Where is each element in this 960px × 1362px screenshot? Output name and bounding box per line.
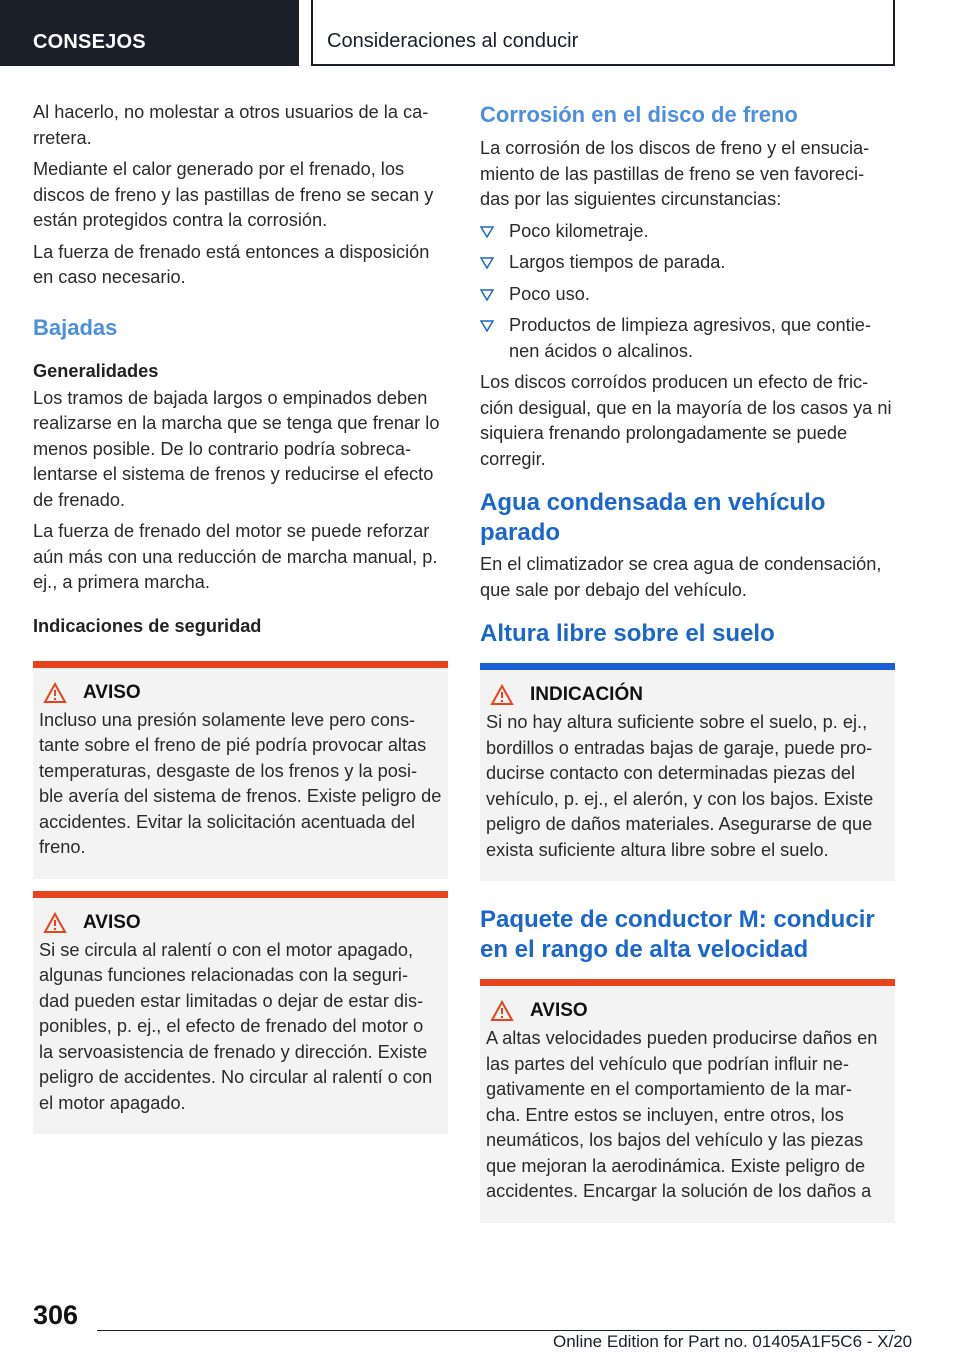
warning-triangle-icon (43, 912, 75, 934)
list-item-text: Productos de limpieza agresivos, que contie‐ nen ácidos o alcalinos. (509, 315, 871, 361)
left-column (33, 100, 448, 1134)
paragraph: Los tramos de bajada largos o empinados deben realizarse en la marcha que se tenga que frenar lo menos posible. De lo contrario podría sobreca‐ lentarse el sistema de frenos y reducirse el efecto de frenado. (33, 387, 440, 510)
edition-note: Online Edition for Part no. 01405A1F5C6 - X/20 (553, 1332, 913, 1351)
list-item-text: Poco kilometraje. (509, 220, 649, 241)
list-item-text: Poco uso. (509, 283, 590, 304)
list-item (480, 219, 895, 245)
paragraph: Mediante el calor generado por el frenado, los discos de freno y las pastillas de freno se secan y están protegidos contra la corrosión. (33, 159, 434, 230)
warning-triangle-icon (490, 1000, 522, 1022)
list-item-text: Largos tiempos de parada. (509, 252, 726, 272)
warning-box (480, 979, 895, 1223)
warning-text: Incluso una presión solamente leve pero cons‐ tante sobre el freno de pié podría provocar altas temperaturas, desgaste de los frenos y la posi‐ ble avería del sistema de frenos. Existe peligro de accidentes. Evitar la solicitación acentuada del freno. (39, 709, 442, 857)
warning-bar (33, 891, 448, 898)
section-title: CONSEJOS (33, 31, 146, 53)
warning-title: AVISO (83, 681, 141, 703)
heading-generalidades: Generalidades (33, 360, 159, 381)
notice-bar (480, 663, 895, 670)
heading-seguridad: Indicaciones de seguridad (33, 615, 262, 636)
circumstance-list (480, 219, 895, 365)
footer-divider (97, 1330, 895, 1331)
paragraph: En el climatizador se crea agua de condensación, que sale por debajo del vehículo. (480, 554, 882, 600)
warning-text: Si se circula al ralentí o con el motor apagado, algunas funciones relacionadas con la seguri‐ dad pueden estar limitadas o dejar de estar dis‐ ponibles, p. ej., el efecto de frenado del motor o la servoasistencia de frenado y dirección. Existe peligro de accidentes. No circular al ralentí o con el motor apagado. (39, 939, 433, 1113)
section-tab (0, 0, 299, 66)
warning-bar (480, 979, 895, 986)
heading-bajadas: Bajadas (33, 314, 118, 340)
topic-tab (311, 0, 895, 66)
paragraph: La corrosión de los discos de freno y el ensucia‐ miento de las pastillas de freno se ven favoreci‐ das por las siguientes circunstancias: (480, 138, 870, 209)
notice-text: Si no hay altura suficiente sobre el suelo, p. ej., bordillos o entradas bajas de garaje, puede pro‐ ducirse contacto con determinadas piezas del vehículo, p. ej., el alerón, y con los bajos. Existe peligro de daños materiales. Asegurarse de que exista suficiente altura libre sobre el suelo. (486, 712, 874, 860)
triangle-bullet-icon (480, 257, 494, 269)
warning-bar (33, 661, 448, 668)
paragraph: La fuerza de frenado está entonces a disposición en caso necesario. (33, 241, 430, 287)
heading-paquete: Paquete de conductor M: conducir en el rango de alta velocidad (480, 906, 875, 963)
heading-agua: Agua condensada en vehículo parado (480, 489, 826, 546)
right-column (480, 100, 895, 1223)
topic-title: Consideraciones al conducir (327, 30, 579, 52)
notice-title: INDICACIÓN (530, 684, 643, 705)
notice-box (480, 663, 895, 881)
page-number: 306 (33, 1300, 79, 1330)
warning-triangle-icon (43, 682, 75, 704)
warning-box (33, 661, 448, 879)
heading-altura: Altura libre sobre el suelo (480, 620, 775, 647)
triangle-bullet-icon (480, 289, 494, 301)
list-item (480, 282, 895, 308)
paragraph: Los discos corroídos producen un efecto de fric‐ ción desigual, que en la mayoría de los casos ya ni siquiera frenando prolongadamente se puede corregir. (480, 372, 892, 469)
warning-title: AVISO (530, 1000, 588, 1021)
triangle-bullet-icon (480, 320, 494, 332)
triangle-bullet-icon (480, 226, 494, 238)
paragraph: Al hacerlo, no molestar a otros usuarios de la ca‐ rretera. (33, 102, 429, 148)
list-item (480, 250, 895, 276)
heading-corrosion: Corrosión en el disco de freno (480, 102, 798, 127)
paragraph: La fuerza de frenado del motor se puede reforzar aún más con una reducción de marcha manual, p. ej., a primera marcha. (33, 521, 438, 592)
warning-title: AVISO (83, 911, 141, 933)
warning-box (33, 891, 448, 1135)
warning-triangle-icon (490, 684, 522, 706)
warning-text: A altas velocidades pueden producirse daños en las partes del vehículo que podrían influir ne‐ gativamente en el comportamiento de la mar‐ cha. Entre estos se incluyen, entre otros, los neumáticos, los bajos del vehículo y las piezas que mejoran la aerodinámica. Existe peligro de accidentes. Encargar la solución de los daños a (486, 1028, 878, 1201)
list-item (480, 313, 895, 364)
